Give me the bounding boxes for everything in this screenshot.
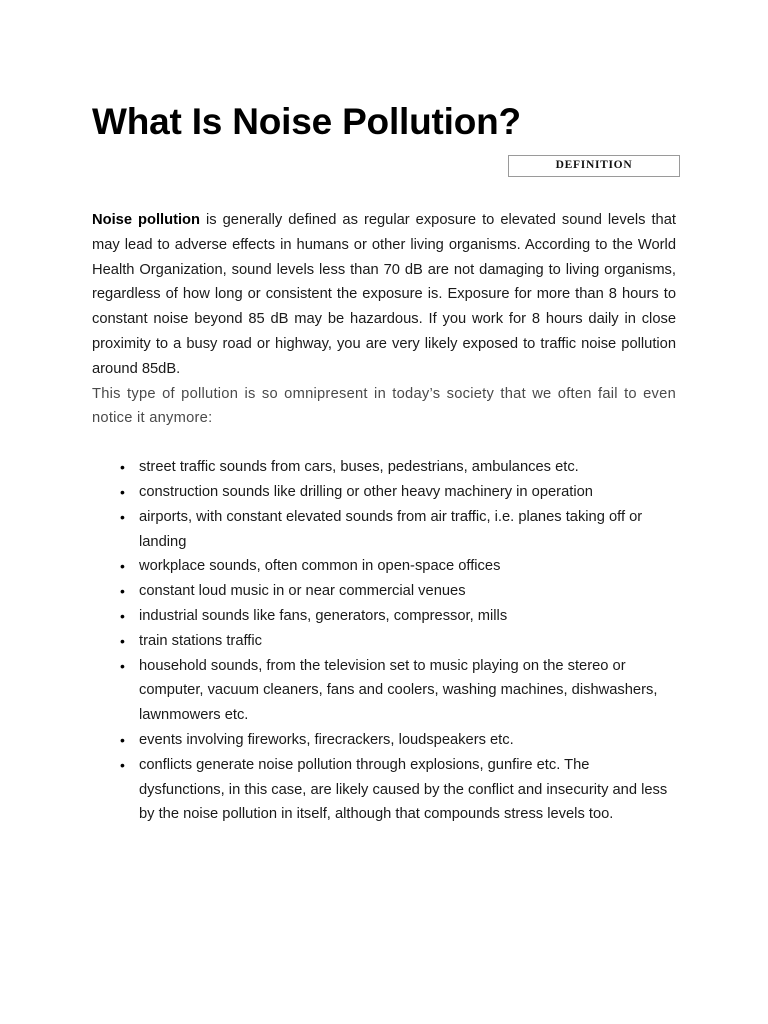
paragraph-definition-text: is generally defined as regular exposure to elevated sound levels that may lead to adverse effects in humans or other living organisms. According to the World Health Organization, sound levels less than 70 dB are not damaging to living organisms, regardless of how long or consistent the exposure is. Exposure for more than 8 hours to constant noise beyond 85 dB may be hazardous. If you work for 8 hours daily in close proximity to a busy road or highway, you are very likely exposed to traffic noise pollution around 85dB. (92, 212, 676, 377)
paragraph-omnipresence: This type of pollution is so omnipresent in today’s society that we often fail to even notice it anymore: (92, 385, 676, 427)
list-item-label: train stations traffic (139, 632, 262, 649)
list-item-label: construction sounds like drilling or other heavy machinery in operation (139, 483, 593, 500)
paragraph-lead-term: Noise pollution (92, 212, 200, 228)
bullet-icon: • (120, 558, 125, 575)
list-item-label: conflicts generate noise pollution through explosions, gunfire etc. The dysfunctions, in this case, are likely caused by the conflict and insecurity and less by the noise pollution in itself, although that compounds stress levels too. (139, 756, 668, 823)
list-item-label: street traffic sounds from cars, buses, pedestrians, ambulances etc. (139, 459, 579, 476)
list-item (92, 728, 676, 753)
bullet-icon: • (120, 731, 125, 748)
definition-label: DEFINITION (555, 159, 633, 172)
list-item (92, 554, 676, 579)
noise-sources-list (92, 455, 676, 827)
definition-callout-box (508, 155, 680, 177)
list-item (92, 455, 676, 480)
document-body (92, 208, 676, 827)
bullet-icon: • (120, 607, 125, 624)
bullet-icon: • (120, 657, 125, 674)
list-item-label: constant loud music in or near commercial venues (139, 583, 466, 600)
list-item-label: airports, with constant elevated sounds from air traffic, i.e. planes taking off or landing (139, 508, 643, 550)
list-item (92, 505, 676, 555)
bullet-icon: • (120, 632, 125, 649)
bullet-icon: • (120, 508, 125, 525)
list-item-label: industrial sounds like fans, generators, compressor, mills (139, 607, 508, 624)
list-item (92, 579, 676, 604)
page-title: What Is Noise Pollution? (92, 101, 521, 142)
bullet-icon: • (120, 459, 125, 476)
list-item-label: workplace sounds, often common in open-space offices (139, 558, 501, 575)
list-item (92, 753, 676, 827)
list-item-label: household sounds, from the television set to music playing on the stereo or computer, vacuum cleaners, fans and coolers, washing machines, dishwashers, lawnmowers etc. (139, 657, 658, 724)
list-item (92, 629, 676, 654)
bullet-icon: • (120, 483, 125, 500)
bullet-icon: • (120, 583, 125, 600)
list-item (92, 604, 676, 629)
bullet-icon: • (120, 756, 125, 773)
list-item-label: events involving fireworks, firecrackers, loudspeakers etc. (139, 731, 514, 748)
list-item (92, 480, 676, 505)
list-item (92, 654, 676, 728)
paragraph-definition (92, 208, 676, 382)
